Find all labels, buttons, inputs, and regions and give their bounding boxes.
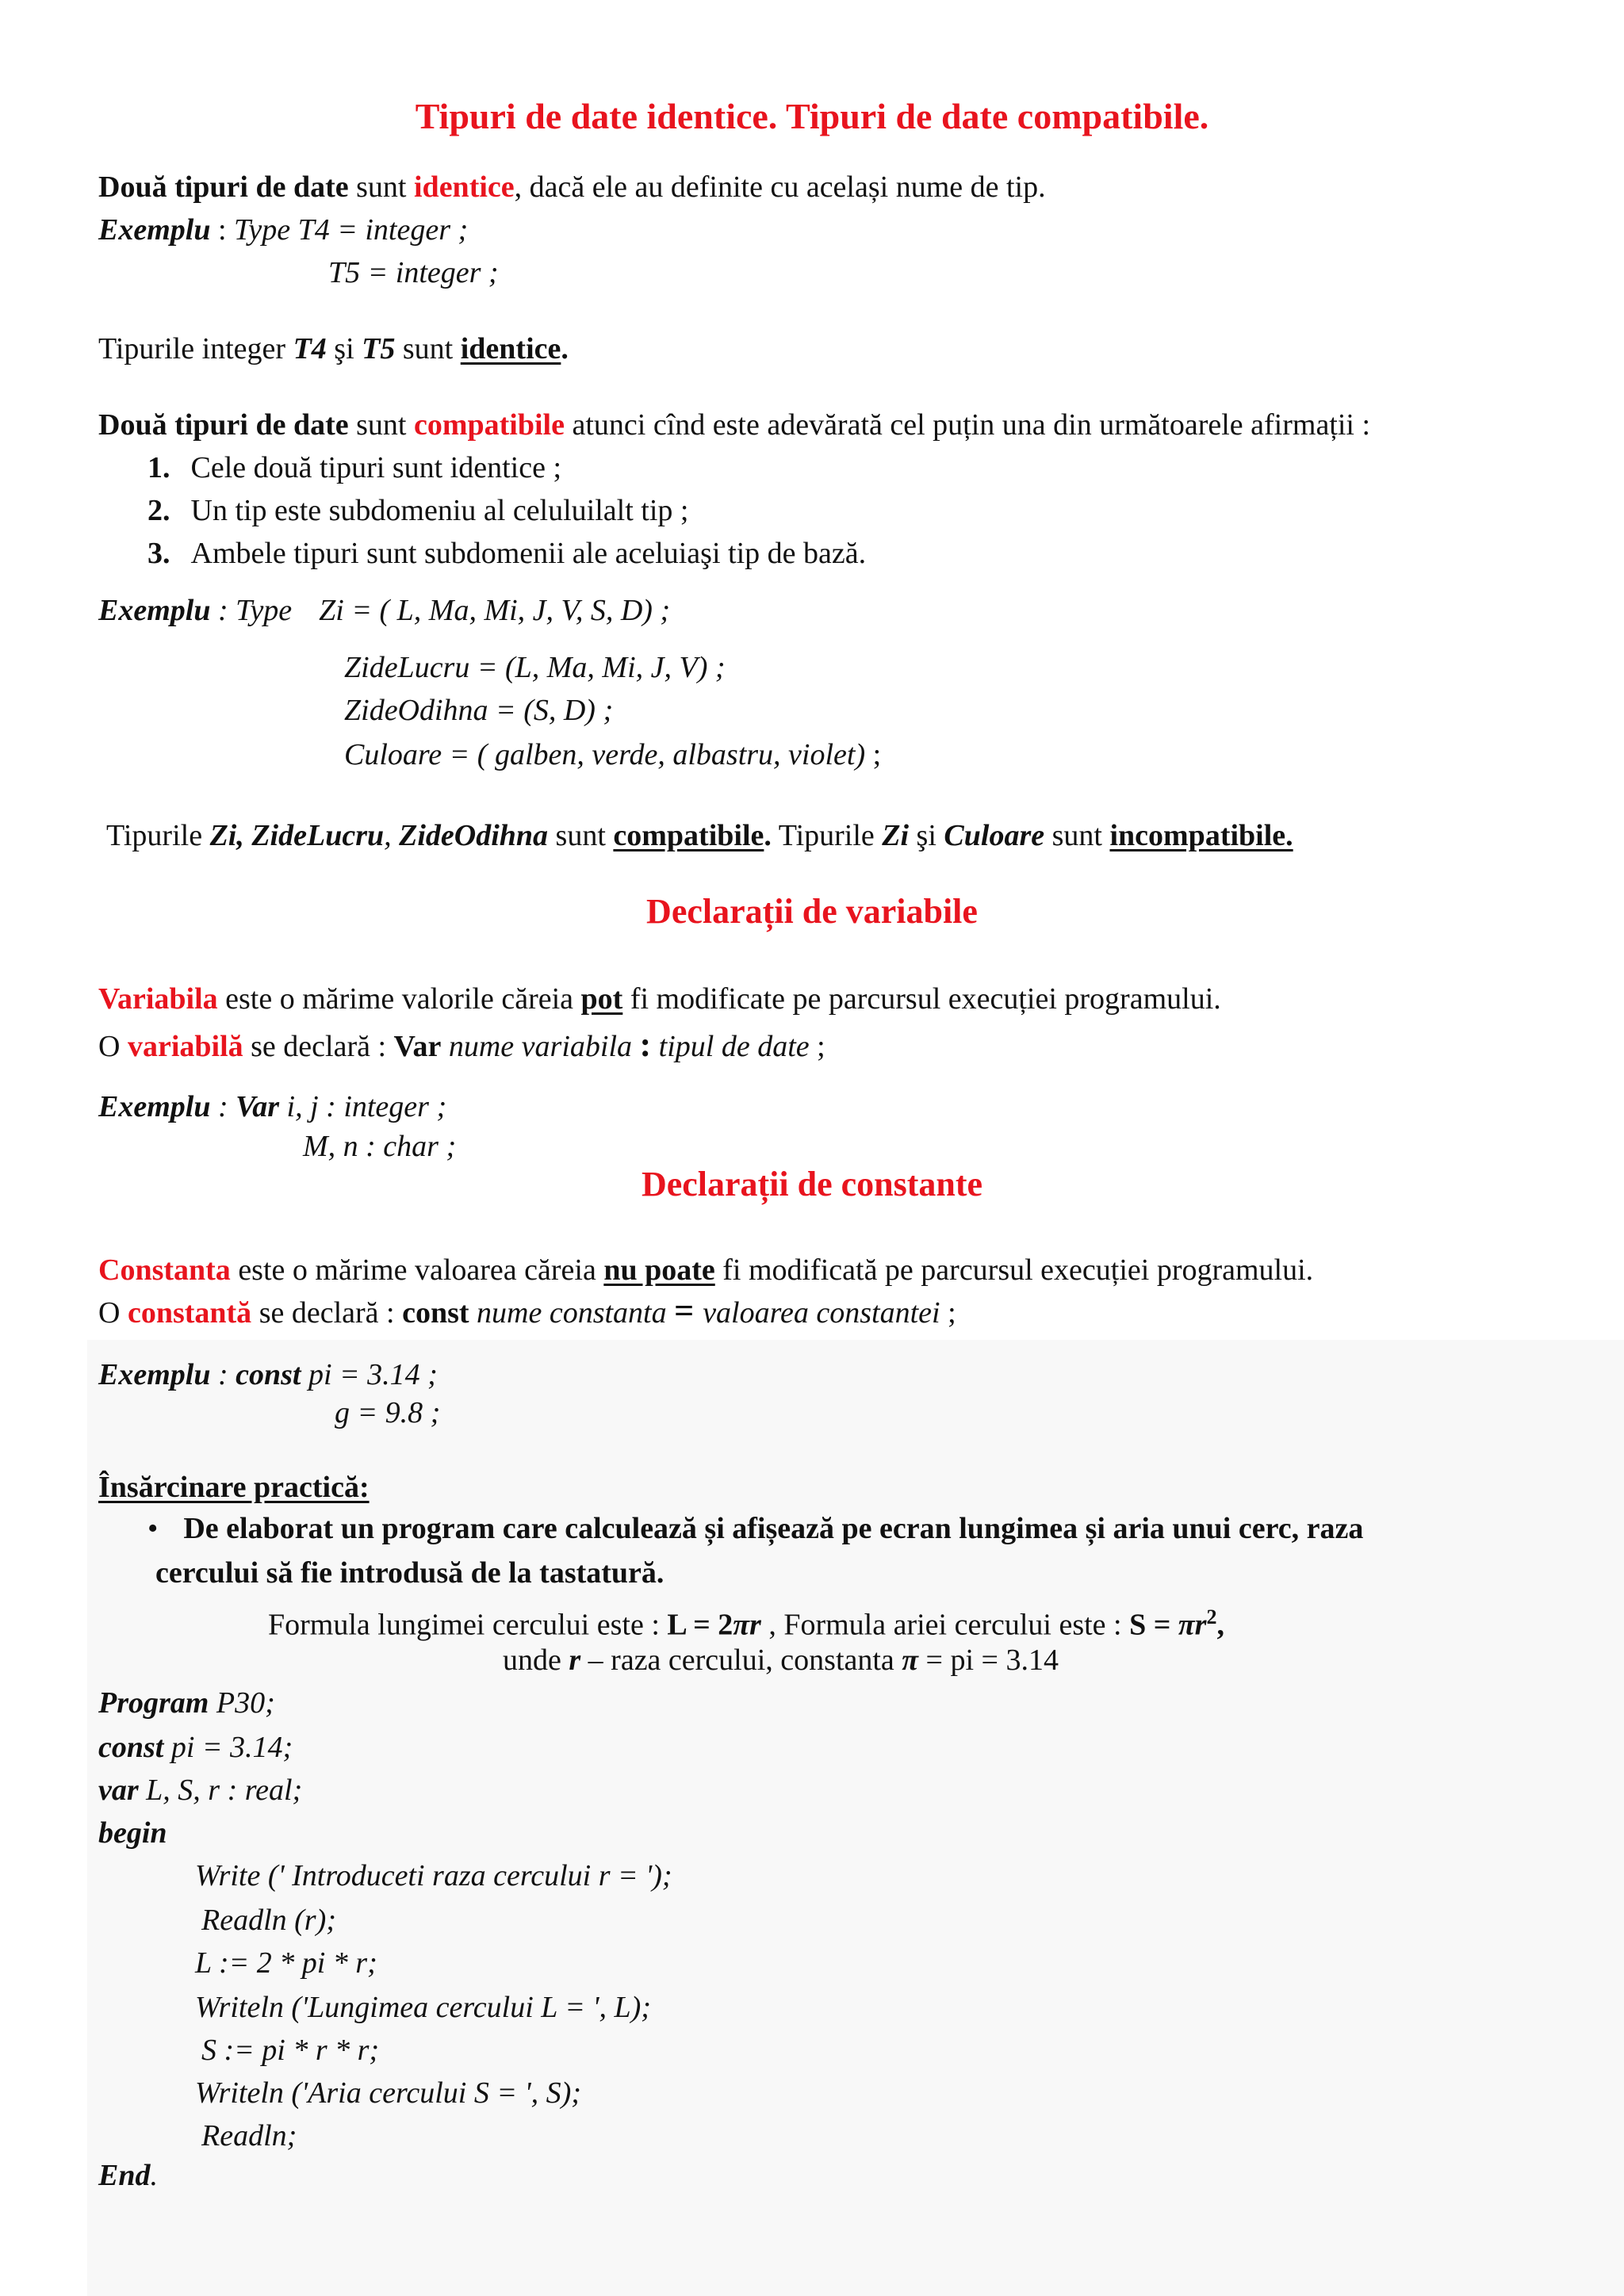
constant-definition: Constanta este o mărime valoarea căreia nu poate fi modificată pe parcursul execuției programului. (98, 1253, 1314, 1287)
compatible-example-line2: ZideLucru = (L, Ma, Mi, J, V) ; (344, 651, 726, 684)
compatible-example-line4: Culoare = ( galben, verde, albastru, violet) ; (344, 738, 882, 771)
list-item: 3. Ambele tipuri sunt subdomenii ale aceluiaşi tip de bază. (147, 537, 867, 570)
variable-definition: Variabila este o mărime valorile căreia pot fi modificate pe parcursul execuției programului. (98, 982, 1221, 1016)
identical-conclusion: Tipurile integer T4 şi T5 sunt identice. (98, 332, 569, 365)
page-title: Tipuri de date identice. Tipuri de date compatibile. (415, 96, 1209, 136)
keyword-compatibile: compatibile (414, 408, 565, 442)
task-bullet-line1: • De elaborat un program care calculează și afișează pe ecran lungimea și aria unui cerc, raza (147, 1512, 1364, 1545)
code-line: Readln; (201, 2119, 297, 2152)
code-line: S := pi * r * r; (201, 2034, 380, 2067)
compatible-example-line1: Exemplu : Type Zi = ( L, Ma, Mi, J, V, S, D) ; (98, 594, 671, 627)
variable-example-line2: M, n : char ; (303, 1130, 457, 1163)
constants-heading: Declarații de constante (641, 1165, 983, 1203)
task-bullet-line2: cercului să fie introdusă de la tastatură. (155, 1556, 665, 1590)
code-line: Writeln ('Lungimea cercului L = ', L); (195, 1991, 651, 2024)
formula-line: Formula lungimei cercului este : L = 2πr , Formula ariei cercului este : $S = \pi r^2$, (268, 1605, 1224, 1642)
list-item: 1. Cele două tipuri sunt identice ; (147, 451, 562, 484)
variables-heading: Declarații de variabile (646, 892, 978, 931)
task-heading: Însărcinare practică: (98, 1471, 370, 1504)
compatible-conclusion: Tipurile Zi, ZideLucru, ZideOdihna sunt compatibile. Tipurile Zi şi Culoare sunt incompatibile. (106, 819, 1293, 852)
code-line: Write (' Introduceti raza cercului r = '); (195, 1859, 672, 1892)
code-line: Writeln ('Aria cercului S = ', S); (195, 2076, 581, 2110)
formula-where-line: unde r – raza cercului, constanta π = pi = 3.14 (503, 1644, 1059, 1677)
constant-example-line1: Exemplu : const pi = 3.14 ; (98, 1358, 438, 1391)
code-line: const pi = 3.14; (98, 1731, 293, 1764)
compatible-definition: Două tipuri de date sunt compatibile atunci cînd este adevărată cel puțin una din următoarele afirmații : (98, 408, 1371, 442)
code-line: begin (98, 1816, 167, 1850)
identical-definition: Două tipuri de date sunt identice, dacă ele au definite cu același nume de tip. (98, 170, 1046, 204)
variable-declaration: O variabilă se declară : Var nume variabila : tipul de date ; (98, 1025, 825, 1064)
code-line: Readln (r); (201, 1904, 336, 1937)
constant-example-line2: g = 9.8 ; (335, 1396, 441, 1429)
constant-declaration: O constantă se declară : const nume constanta = valoarea constantei ; (98, 1292, 956, 1330)
variable-example-line1: Exemplu : Var i, j : integer ; (98, 1090, 447, 1123)
list-item: 2. Un tip este subdomeniu al celuluilalt tip ; (147, 494, 689, 527)
code-line: Program P30; (98, 1686, 275, 1720)
bullet-icon: • (147, 1512, 159, 1545)
code-line: L := 2 * pi * r; (195, 1946, 377, 1980)
code-line: var L, S, r : real; (98, 1774, 303, 1807)
identical-example-line1: Exemplu : Type T4 = integer ; (98, 213, 469, 247)
code-line: End. (98, 2159, 158, 2192)
compatible-example-line3: ZideOdihna = (S, D) ; (344, 694, 614, 727)
keyword-identice: identice (414, 170, 515, 204)
identical-example-line2: T5 = integer ; (328, 256, 499, 289)
